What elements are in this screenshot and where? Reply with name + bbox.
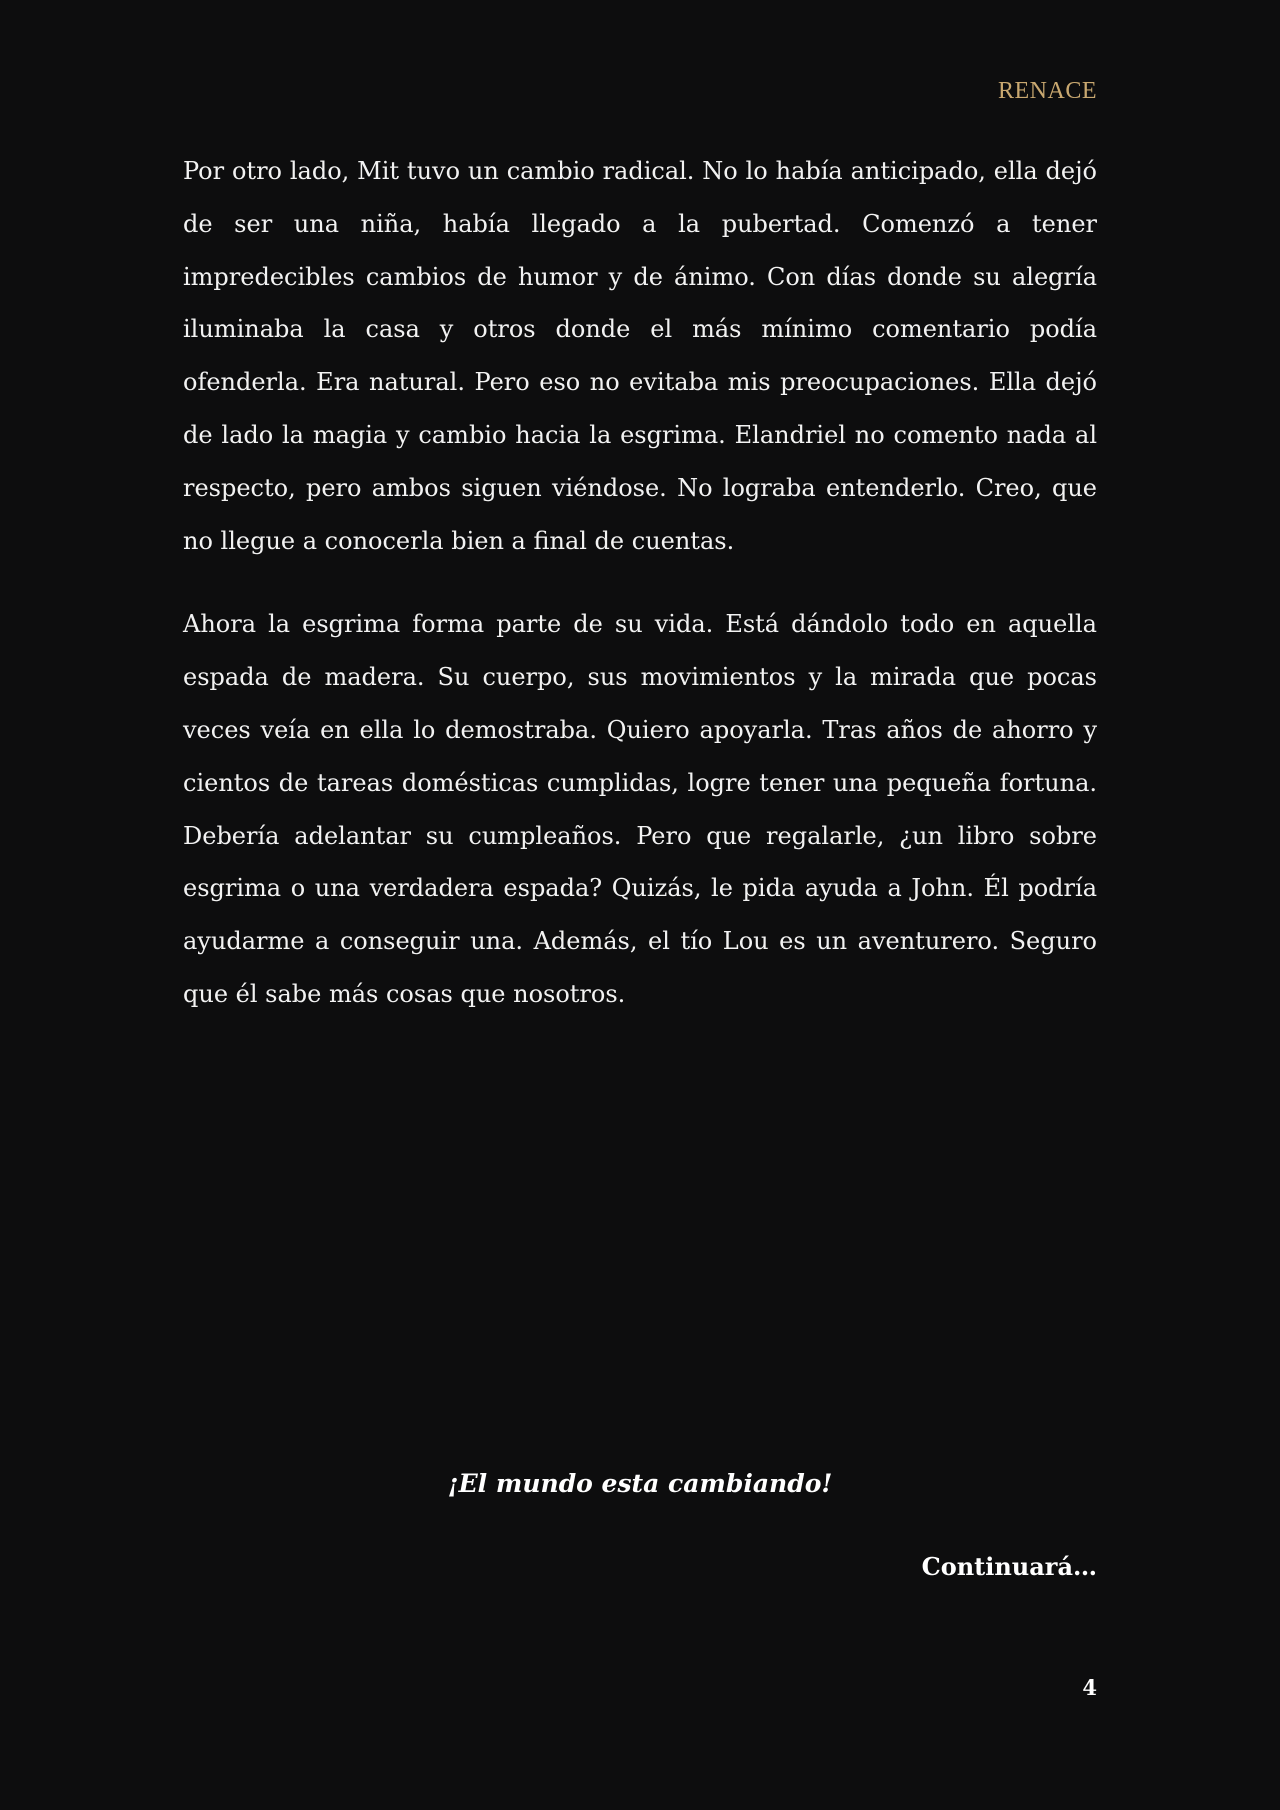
closing-exclamation: ¡El mundo esta cambiando! bbox=[447, 1469, 833, 1498]
page-body bbox=[183, 145, 1097, 1021]
continuation-note: Continuará… bbox=[921, 1552, 1097, 1581]
paragraph-2: Ahora la esgrima forma parte de su vida. Está dándolo todo en aquella espada de madera. Su cuerpo, sus movimientos y la mirada que pocas veces veía en ella lo demostraba. Quiero apoyarla. Tras años de ahorro y cientos de tareas domésticas cumplidas, logre tener una pequeña fortuna. Debería adelantar su cumpleaños. Pero que regalarle, ¿un libro sobre esgrima o una verdadera espada? Quizás, le pida ayuda a John. Él podría ayudarme a conseguir una. Además, el tío Lou es un aventurero. Seguro que él sabe más cosas que nosotros. bbox=[183, 610, 1097, 1008]
page-number: 4 bbox=[1082, 1675, 1097, 1700]
running-header: RENACE bbox=[998, 78, 1097, 104]
paragraph-1: Por otro lado, Mit tuvo un cambio radical. No lo había anticipado, ella dejó de ser una niña, había llegado a la pubertad. Comenzó a tener impredecibles cambios de humor y de ánimo. Con días donde su alegría iluminaba la casa y otros donde el más mínimo comentario podía ofenderla. Era natural. Pero eso no evitaba mis preocupaciones. Ella dejó de lado la magia y cambio hacia la esgrima. Elandriel no comento nada al respecto, pero ambos siguen viéndose. No lograba entenderlo. Creo, que no llegue a conocerla bien a final de cuentas. bbox=[183, 157, 1097, 555]
